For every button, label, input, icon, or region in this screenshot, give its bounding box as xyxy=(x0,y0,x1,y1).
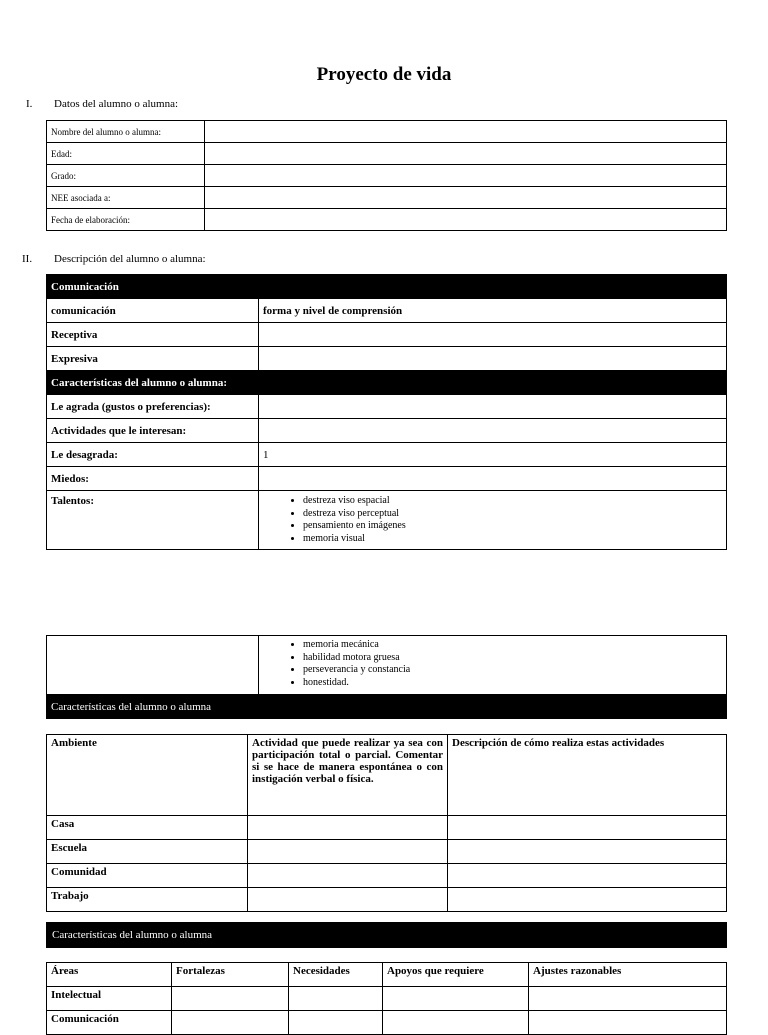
col-necesidades: Necesidades xyxy=(289,963,383,987)
col-actividad: Actividad que puede realizar ya sea con participación total o parcial. Comentar si se hace de manera espontánea o con instigación verbal o física. xyxy=(248,735,448,816)
page-title: Proyecto de vida xyxy=(316,64,452,85)
actividades-label: Actividades que le interesan: xyxy=(47,419,259,443)
areas-table xyxy=(46,962,727,1035)
section-1-number: I. xyxy=(26,98,33,110)
row-label-grade: Grado: xyxy=(47,165,205,187)
comunicacion-apoyos-field[interactable] xyxy=(383,1011,529,1035)
receptiva-label: Receptiva xyxy=(47,323,259,347)
table-row xyxy=(47,209,727,231)
comunidad-actividad-field[interactable] xyxy=(248,864,448,888)
escuela-descripcion-field[interactable] xyxy=(448,840,727,864)
col-fortalezas: Fortalezas xyxy=(172,963,289,987)
desagrada-field[interactable]: 1 xyxy=(259,443,727,467)
caracteristicas-header: Características del alumno o alumna: xyxy=(47,371,727,395)
col-apoyos: Apoyos que requiere xyxy=(383,963,529,987)
table-row xyxy=(47,165,727,187)
talentos-list xyxy=(263,495,722,545)
row-label-name: Nombre del alumno o alumna: xyxy=(47,121,205,143)
row-comunidad: Comunidad xyxy=(47,864,248,888)
intelectual-ajustes-field[interactable] xyxy=(529,987,727,1011)
trabajo-descripcion-field[interactable] xyxy=(448,888,727,912)
table-row xyxy=(47,143,727,165)
nee-field[interactable] xyxy=(205,187,727,209)
list-item: • habilidad motora gruesa xyxy=(303,652,722,665)
talentos-cont-field[interactable] xyxy=(259,636,727,695)
intelectual-apoyos-field[interactable] xyxy=(383,987,529,1011)
receptiva-field[interactable] xyxy=(259,323,727,347)
escuela-actividad-field[interactable] xyxy=(248,840,448,864)
ambiente-table xyxy=(46,734,727,912)
col-ajustes: Ajustes razonables xyxy=(529,963,727,987)
comunicacion-fortalezas-field[interactable] xyxy=(172,1011,289,1035)
date-field[interactable] xyxy=(205,209,727,231)
table-row xyxy=(47,187,727,209)
col-comunicacion: comunicación xyxy=(47,299,259,323)
row-escuela: Escuela xyxy=(47,840,248,864)
row-intelectual: Intelectual xyxy=(47,987,172,1011)
talentos-cont-label xyxy=(47,636,259,695)
casa-actividad-field[interactable] xyxy=(248,816,448,840)
comunidad-descripcion-field[interactable] xyxy=(448,864,727,888)
col-areas: Áreas xyxy=(47,963,172,987)
agrada-label: Le agrada (gustos o preferencias): xyxy=(47,395,259,419)
grade-field[interactable] xyxy=(205,165,727,187)
trabajo-actividad-field[interactable] xyxy=(248,888,448,912)
casa-descripcion-field[interactable] xyxy=(448,816,727,840)
list-item: • memoria mecánica xyxy=(303,639,722,652)
description-table xyxy=(46,274,727,550)
expresiva-label: Expresiva xyxy=(47,347,259,371)
section-1-label: Datos del alumno o alumna: xyxy=(54,98,179,110)
name-field[interactable] xyxy=(205,121,727,143)
talentos-list-cont xyxy=(263,639,722,689)
caracteristicas-bar: Características del alumno o alumna xyxy=(47,695,727,719)
comunicacion-ajustes-field[interactable] xyxy=(529,1011,727,1035)
desagrada-label: Le desagrada: xyxy=(47,443,259,467)
talentos-continued-table xyxy=(46,635,727,719)
list-item: • perseverancia y constancia xyxy=(303,664,722,677)
caracteristicas-bar-2: Características del alumno o alumna xyxy=(46,922,727,948)
section-2-label: Descripción del alumno o alumna: xyxy=(54,253,206,265)
row-casa: Casa xyxy=(47,816,248,840)
row-label-date: Fecha de elaboración: xyxy=(47,209,205,231)
col-ambiente: Ambiente xyxy=(47,735,248,816)
row-trabajo: Trabajo xyxy=(47,888,248,912)
row-label-nee: NEE asociada a: xyxy=(47,187,205,209)
row-comunicacion: Comunicación xyxy=(47,1011,172,1035)
talentos-label: Talentos: xyxy=(47,491,259,550)
age-field[interactable] xyxy=(205,143,727,165)
actividades-field[interactable] xyxy=(259,419,727,443)
list-item: • memoria visual xyxy=(303,533,722,546)
col-descripcion: Descripción de cómo realiza estas actividades xyxy=(448,735,727,816)
col-forma-nivel: forma y nivel de comprensión xyxy=(259,299,727,323)
row-label-age: Edad: xyxy=(47,143,205,165)
agrada-field[interactable] xyxy=(259,395,727,419)
table-row xyxy=(47,121,727,143)
comunicacion-necesidades-field[interactable] xyxy=(289,1011,383,1035)
intelectual-fortalezas-field[interactable] xyxy=(172,987,289,1011)
intelectual-necesidades-field[interactable] xyxy=(289,987,383,1011)
talentos-field[interactable] xyxy=(259,491,727,550)
section-2-number: II. xyxy=(22,253,33,265)
miedos-label: Miedos: xyxy=(47,467,259,491)
miedos-field[interactable] xyxy=(259,467,727,491)
student-data-table xyxy=(46,120,727,231)
list-item: • destreza viso perceptual xyxy=(303,508,722,521)
comunicacion-header: Comunicación xyxy=(47,275,727,299)
list-item: • honestidad. xyxy=(303,677,722,690)
list-item: • pensamiento en imágenes xyxy=(303,520,722,533)
expresiva-field[interactable] xyxy=(259,347,727,371)
list-item: • destreza viso espacial xyxy=(303,495,722,508)
